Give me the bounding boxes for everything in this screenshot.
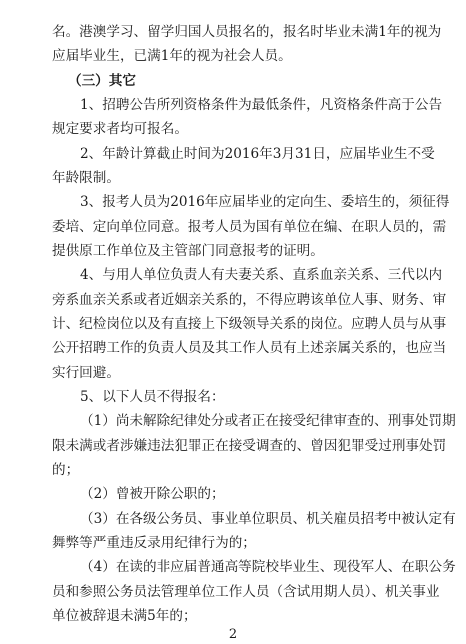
text-line: 5、以下人员不得报名：: [80, 389, 225, 405]
text-line: （1）尚未解除纪律处分或者正在接受纪律审查的、刑事处罚期: [80, 413, 456, 429]
text-line: 名。港澳学习、留学归国人员报名的，报名时毕业未满1年的视为: [52, 24, 442, 40]
text-line: 限未满或者涉嫌违法犯罪正在接受调查的、曾因犯罪受过刑事处罚: [52, 438, 447, 454]
text-line: 员和参照公务员法管理单位工作人员（含试用期人员）、机关事业: [52, 584, 440, 600]
text-line: 计、纪检岗位以及有直接上下级领导关系的岗位。应聘人员与从事: [52, 316, 447, 332]
text-line: 舞弊等严重违反录用纪律行为的；: [52, 535, 256, 551]
text-line: （3）在各级公务员、事业单位职员、机关雇员招考中被认定有: [80, 511, 456, 527]
text-line: 2、年龄计算截止时间为2016年3月31日，应届毕业生不受: [80, 146, 435, 162]
text-line: 规定要求者均可报名。: [52, 121, 188, 137]
section-heading: （三）其它: [68, 73, 136, 89]
text-line: （4）在读的非应届普通高等院校毕业生、现役军人、在职公务: [80, 559, 456, 575]
text-line: 提供原工作单位及主管部门同意报考的证明。: [52, 243, 324, 259]
text-line: 应届毕业生，已满1年的视为社会人员。: [52, 48, 292, 64]
text-line: 旁系血亲关系或者近姻亲关系的，不得应聘该单位人事、财务、审: [52, 292, 447, 308]
text-line: 的；: [52, 462, 80, 478]
page-number: 2: [228, 627, 238, 642]
text-line: 4、与用人单位负责人有夫妻关系、直系血亲关系、三代以内: [80, 267, 443, 283]
text-line: 实行回避。: [52, 365, 120, 381]
text-line: 公开招聘工作的负责人员及其工作人员有上述亲属关系的，也应当: [52, 340, 447, 356]
text-line: 年龄限制。: [52, 170, 120, 186]
text-line: （2）曾被开除公职的；: [80, 486, 225, 502]
text-line: 1、招聘公告所列资格条件为最低条件，凡资格条件高于公告: [80, 97, 443, 113]
text-line: 单位被辞退未满5年的；: [52, 608, 197, 624]
text-line: 委培、定向单位同意。报考人员为国有单位在编、在职人员的，需: [52, 219, 447, 235]
text-line: 3、报考人员为2016年应届毕业的定向生、委培生的，须征得: [80, 194, 450, 210]
